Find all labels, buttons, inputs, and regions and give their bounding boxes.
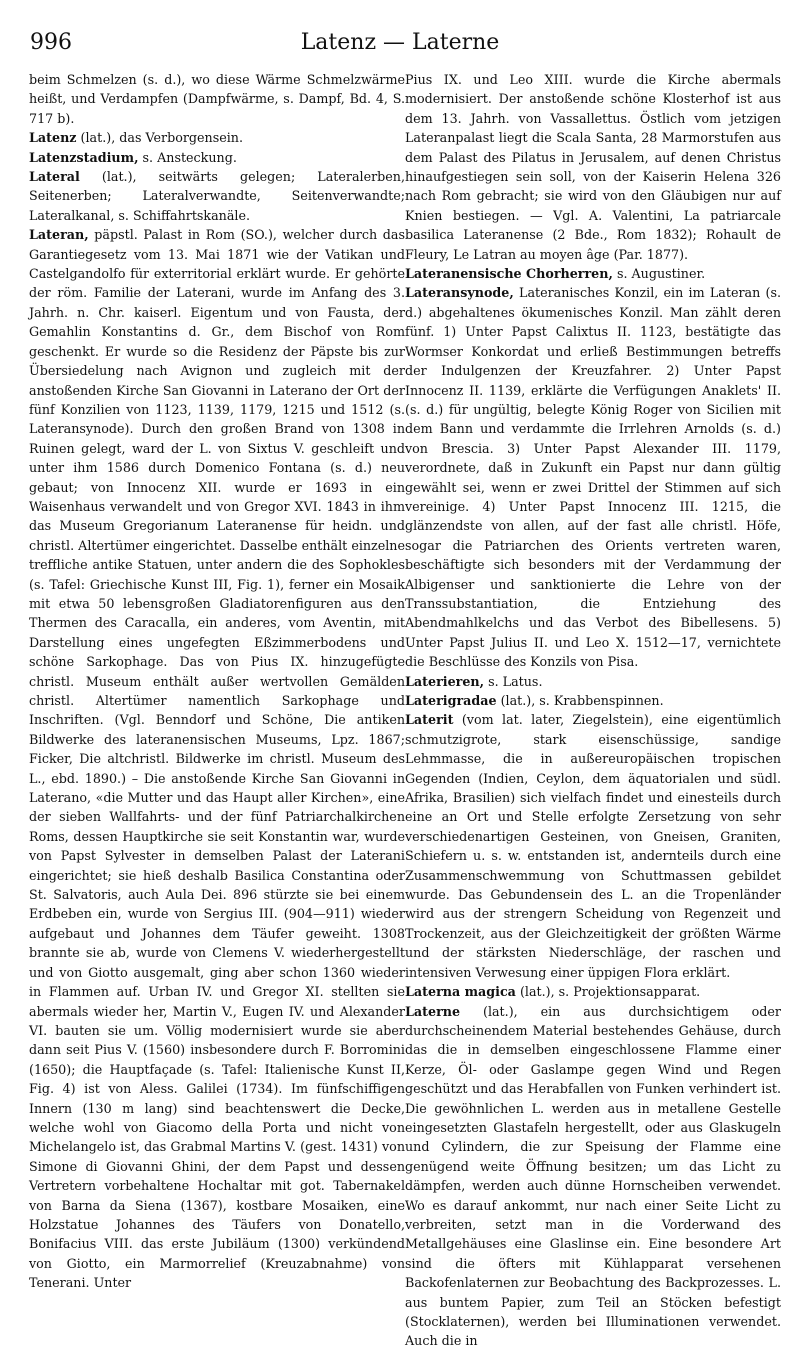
dictionary-entry xyxy=(405,982,781,1001)
entry-text: s. Augustiner. xyxy=(612,266,706,282)
entry-headword: Lateran, xyxy=(29,227,89,243)
page-header xyxy=(30,30,770,60)
entry-headword: Laterne xyxy=(405,1003,461,1019)
dictionary-entry xyxy=(405,691,781,710)
dictionary-entry xyxy=(405,283,781,671)
entry-text: s. Ansteckung. xyxy=(138,149,237,165)
dictionary-entry xyxy=(29,225,405,1292)
dictionary-entry xyxy=(29,70,405,128)
entry-text: Lateranisches Konzil, ein im Lateran (s. d.) abgehaltenes ökumenisches Konzil. Man zählt deren fünf. 1) Unter Papst Calixtus II. 1123, bestätigte das Wormser Konkordat und erließ Bestimmungen betreffs der Indulgenzen der Kreuzfahrer. 2) Unter Papst Innocenz II. 1139, erklärte die Verfügungen Anaklets' II. (s. d.) für ungültig, belegte König Roger von Sicilien mit dem Bann und verdammte die Irrlehren Arnolds (s. d.) von Brescia. 3) Unter Papst Alexander III. 1179, verordnete, daß in Zukunft ein Papst nur dann gültig gewählt sei, wenn er zwei Drittel der Stimmen auf sich vereinige. 4) Unter Papst Innocenz III. 1215, die glänzendste von allen, auf der fast alle christl. Höfe, sogar die Patriarchen des Orients vertreten waren, beschäftigte sich besonders mit der Verdammung der Albigenser und sanktionierte die Lehre von der Transsubstantiation, die Entziehung des Abendmahlkelchs und das Verbot des Bibellesens. 5) Unter Papst Julius II. und Leo X. 1512—17, vernichtete die Beschlüsse des Konzils von Pisa. xyxy=(405,285,781,670)
entry-headword: Laterieren, xyxy=(405,673,485,689)
dictionary-entry xyxy=(405,70,781,264)
running-head: Latenz — Laterne xyxy=(300,30,500,55)
entry-text: (lat.), seitwärts gelegen; Lateralerben, Seitenerben; Lateralverwandte, Seitenverwandte; Lateralkanal, s. Schiffahrtskanäle. xyxy=(29,169,405,223)
dictionary-entry xyxy=(29,167,405,225)
entry-text: Pius IX. und Leo XIII. wurde die Kirche abermals modernisiert. Der anstoßende schöne Klosterhof ist aus dem 13. Jahrh. von Vassallettus. Östlich vom jetzigen Lateranpalast liegt die Scala Santa, 28 Marmorstufen aus dem Palast des Pilatus in Jerusalem, auf denen Christus hinaufgestiegen sein soll, von der Kaiserin Helena 326 nach Rom gebracht; sie wird von den Gläubigen nur auf Knien bestiegen. — Vgl. A. Valentini, La patriarcale basilica Lateranense (2 Bde., Rom 1832); Rohault de Fleury, Le Latran au moyen âge (Par. 1877). xyxy=(405,72,781,262)
right-column xyxy=(405,70,781,1349)
entry-headword: Latenzstadium, xyxy=(29,149,139,165)
entry-text: (lat.), das Verborgensein. xyxy=(76,130,243,146)
entry-text: (vom lat. later, Ziegelstein), eine eigentümlich schmutzigrote, stark eisenschüssige, sandige Lehmmasse, die in außereuropäischen tropischen Gegenden (Indien, Ceylon, dem äquatorialen und südl. Afrika, Brasilien) sich vielfach findet und einesteils durch eine an Ort und Stelle erfolgte Zersetzung von sehr verschiedenartigen Gesteinen, von Gneisen, Graniten, Schiefern u. s. w. entstanden ist, andernteils durch eine Zusammenschwemmung von Schuttmassen gebildet wurde. Das Gebundensein des L. an die Tropenländer wird aus der strengern Scheidung von Regenzeit und Trockenzeit, aus der Gleichzeitigkeit der größten Wärme und der stärksten Niederschläge, der raschen und intensiven Verwesung einer üppigen Flora erklärt. xyxy=(405,712,781,980)
entry-text: (lat.), ein aus durchsichtigem oder durchscheinendem Material bestehendes Gehäuse, durch das die in demselben eingeschlossene Flamme einer Kerze, Öl- oder Gaslampe gegen Wind und Regen geschützt und das Herabfallen von Funken verhindert ist. Die gewöhnlichen L. werden aus in metallene Gestelle eingesetzten Glastafeln hergestellt, oder aus Glaskugeln und Cylindern, die zur Speisung der Flamme eine genügend weite Öffnung besitzen; um das Licht zu dämpfen, werden auch dünne Hornscheiben verwendet. Wo es darauf ankommt, nur nach einer Seite Licht zu verbreiten, setzt man in die Vorderwand des Metallgehäuses eine Glaslinse ein. Eine besondere Art sind die öfters mit Kühlapparat versehenen Backofenlaternen zur Beobachtung des Backprozesses. L. aus buntem Papier, zum Teil an Stöcken befestigt (Stocklaternen), werden bei Illuminationen verwendet. Auch die in xyxy=(405,1003,781,1349)
entry-headword: Lateral xyxy=(29,169,80,185)
entry-headword: Latenz xyxy=(29,130,77,146)
entry-headword: Laterigradae xyxy=(405,693,497,708)
entry-headword: Laterit xyxy=(405,712,454,728)
entry-headword: Laterna magica xyxy=(405,984,516,1000)
left-column xyxy=(29,70,405,1292)
entry-headword: Lateransynode, xyxy=(405,285,514,301)
entry-text: s. Latus. xyxy=(484,673,543,689)
dictionary-entry xyxy=(29,128,405,147)
entry-text: päpstl. Palast in Rom (SO.), welcher durch das Garantiegesetz vom 13. Mai 1871 wie der Vatikan und Castelgandolfo für exterritorial erklärt wurde. Er gehörte der röm. Familie der Laterani, wurde im Anfang des 3. Jahrh. n. Chr. kaiserl. Eigentum und von Fausta, der Gemahlin Konstantins d. Gr., dem Bischof von Rom geschenkt. Er wurde so die Residenz der Päpste bis zur Übersiedelung nach Avignon und zugleich mit der anstoßenden Kirche San Giovanni in Laterano der Ort der fünf Konzilien von 1123, 1139, 1179, 1215 und 1512 (s. Lateransynode). Durch den großen Brand von 1308 in Ruinen gelegt, ward der L. von Sixtus V. geschleift und unter ihm 1586 durch Domenico Fontana (s. d.) neu gebaut; von Innocenz XII. wurde er 1693 in ein Waisenhaus verwandelt und von Gregor XVI. 1843 in ihm das Museum Gregorianum Lateranense für heidn. und christl. Altertümer eingerichtet. Dasselbe enthält einzelne treffliche antike Statuen, unter andern die des Sophokles (s. Tafel: Griechische Kunst III, Fig. 1), ferner ein Mosaik mit etwa 50 lebensgroßen Gladiatorenfiguren aus den Thermen des Caracalla, ein anderes, vom Aventin, mit Darstellung eines ungefegten Eßzimmerbodens und schöne Sarkophage. Das von Pius IX. hinzugefügte christl. Museum enthält außer wertvollen Gemälden christl. Altertümer namentlich Sarkophage und Inschriften. (Vgl. Benndorf und Schöne, Die antiken Bildwerke des lateranensischen Museums, Lpz. 1867; Ficker, Die altchristl. Bildwerke im christl. Museum des L., ebd. 1890.) – Die anstoßende Kirche San Giovanni in Laterano, «die Mutter und das Haupt aller Kirchen», eine der sieben Wallfahrts- und der fünf Patriarchalkirchen Roms, dessen Hauptkirche sie seit Konstantin war, wurde von Papst Sylvester in demselben Palast der Laterani eingerichtet; sie hieß deshalb Basilica Constantina oder St. Salvatoris, auch Aula Dei. 896 stürzte sie bei einem Erdbeben ein, wurde von Sergius III. (904—911) wieder aufgebaut und Johannes dem Täufer geweiht. 1308 brannte sie ab, wurde von Clemens V. wiederhergestellt und von Giotto ausgemalt, ging aber schon 1360 wieder in Flammen auf. Urban IV. und Gregor XI. stellten sie abermals wieder her, Martin V., Eugen IV. und Alexander VI. bauten sie um. Völlig modernisiert wurde sie aber dann seit Pius V. (1560) insbesondere durch F. Borromini (1650); die Hauptfaçade (s. Tafel: Italienische Kunst II, Fig. 4) ist von Aless. Galilei (1734). Im fünfschiffigen Innern (130 m lang) sind beachtenswert die Decke, welche wohl von Giacomo della Porta und nicht von Michelangelo ist, das Grabmal Martins V. (gest. 1431) von Simone di Giovanni Ghini, der dem Papst und dessen Vertretern vorbehaltene Hochaltar mit got. Tabernakel von Barna da Siena (1367), kostbare Mosaiken, eine Holzstatue Johannes des Täufers von Donatello, Bonifacius VIII. das erste Jubiläum (1300) verkündend von Giotto, ein Marmorrelief (Kreuzabnahme) von Tenerani. Unter xyxy=(29,227,405,1291)
dictionary-entry xyxy=(405,710,781,982)
entry-text: beim Schmelzen (s. d.), wo diese Wärme Schmelzwärme heißt, und Verdampfen (Dampfwärme, s. Dampf, Bd. 4, S. 717 b). xyxy=(29,72,405,126)
dictionary-entry xyxy=(29,148,405,167)
entry-text: (lat.), s. Projektionsapparat. xyxy=(515,984,701,1000)
dictionary-entry xyxy=(405,1002,781,1351)
dictionary-entry xyxy=(405,672,781,691)
entry-headword: Lateranensische Chorherren, xyxy=(405,266,613,282)
dictionary-entry xyxy=(405,264,781,283)
entry-text: (lat.), s. Krabbenspinnen. xyxy=(496,693,664,708)
page-number: 996 xyxy=(30,30,72,55)
